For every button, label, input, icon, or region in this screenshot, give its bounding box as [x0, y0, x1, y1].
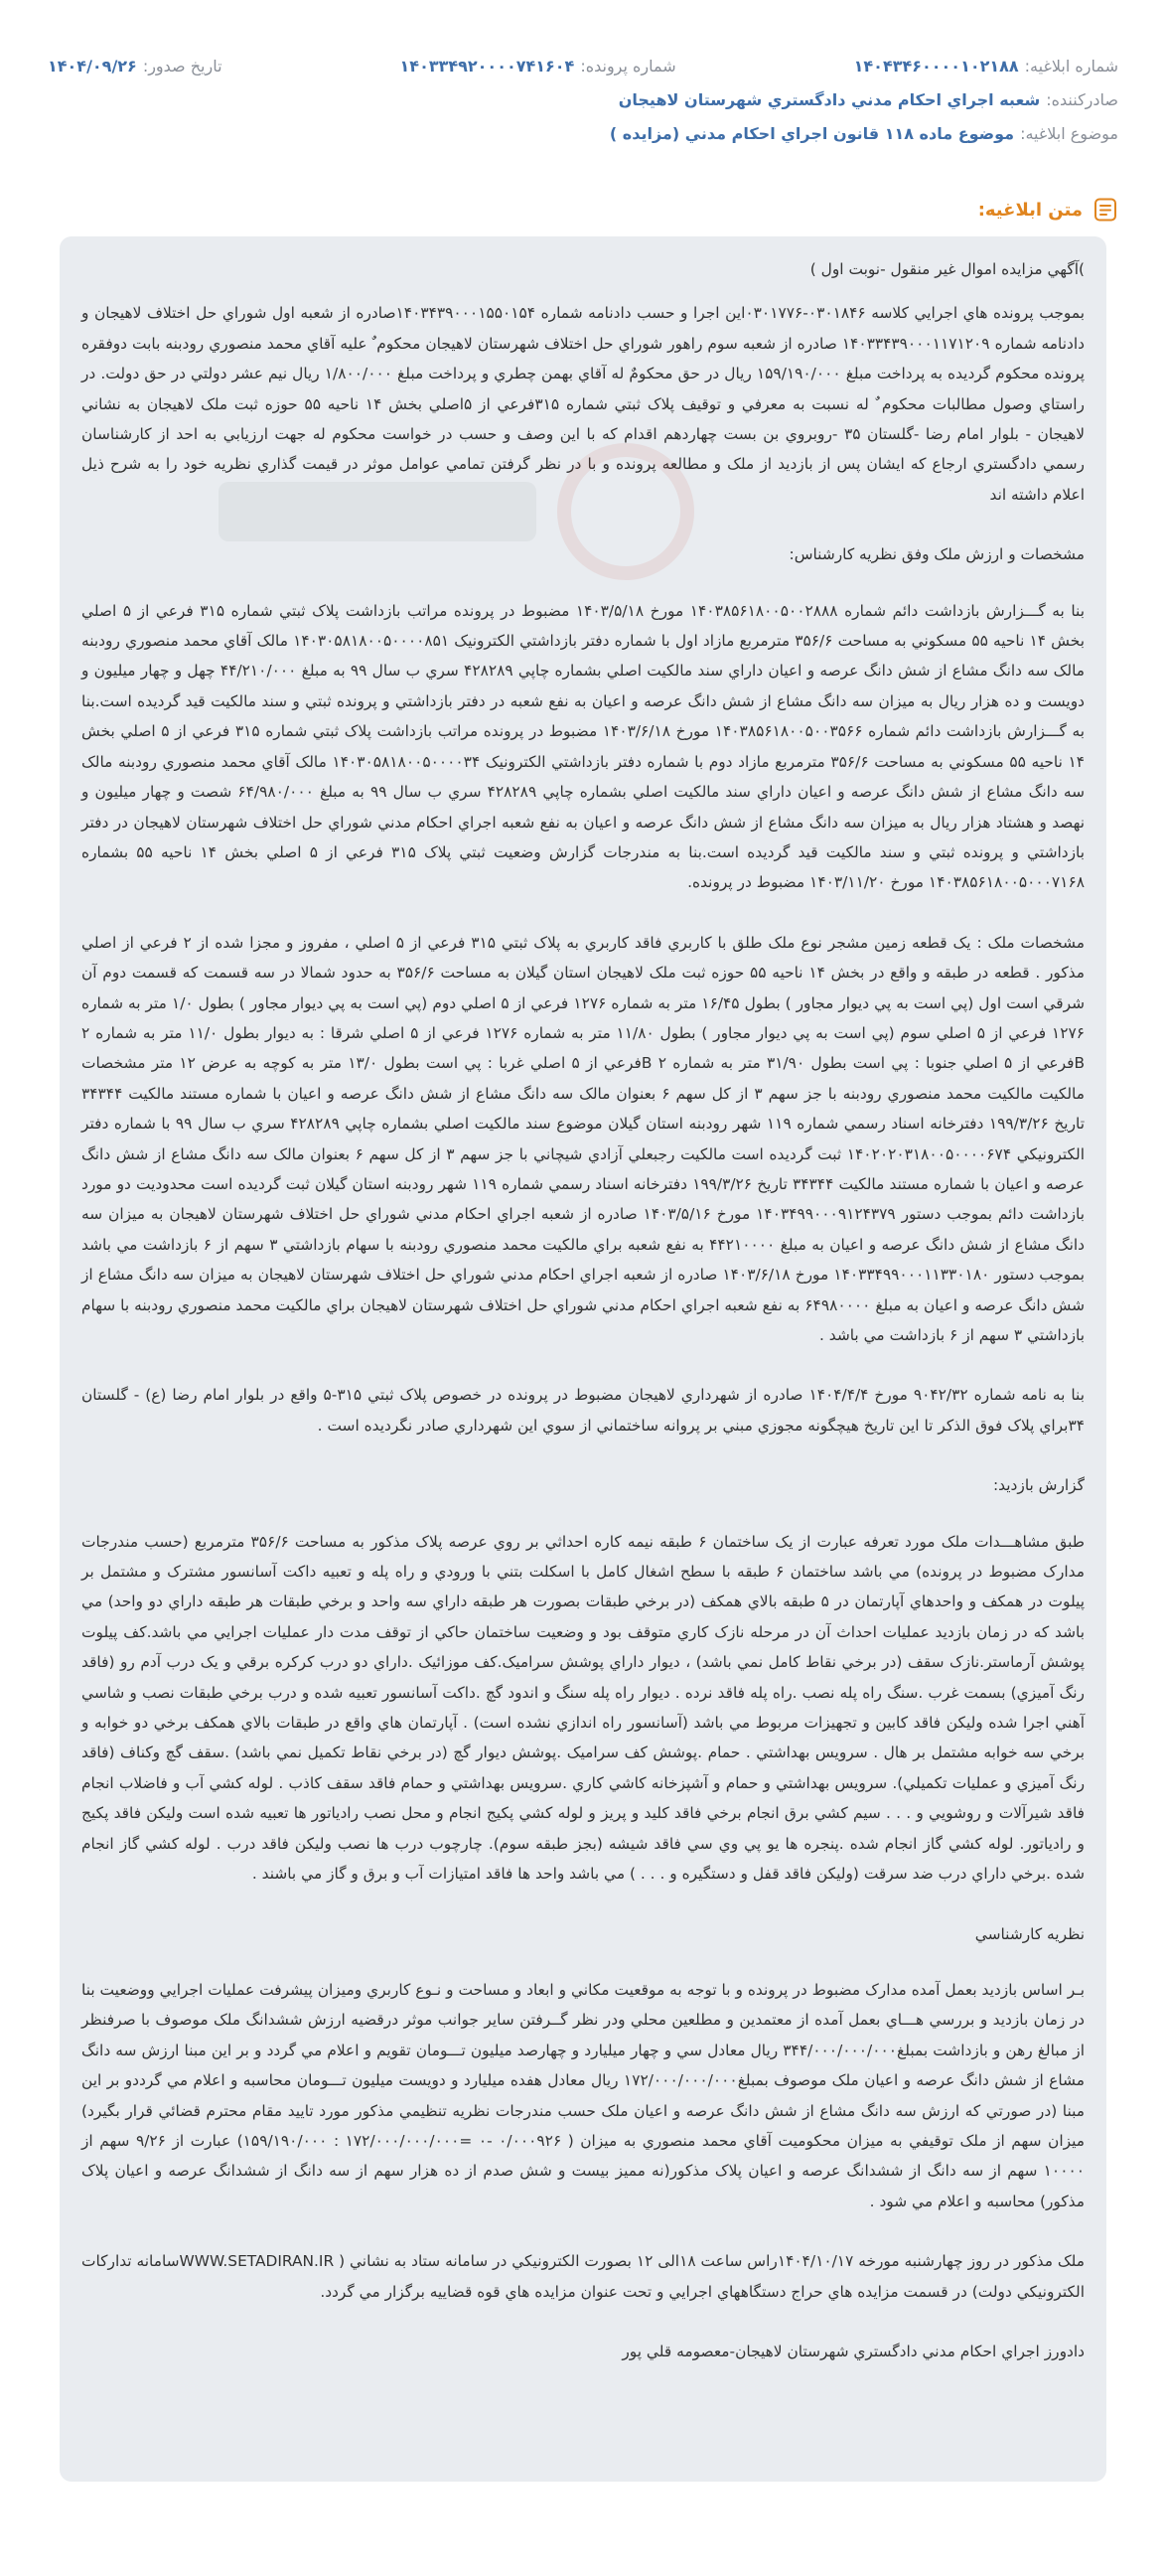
section-heading: [978, 197, 1118, 223]
case-number-label: شماره پرونده:: [580, 57, 676, 76]
paragraph-auction-date: ملک مذکور در روز چهارشنبه مورخه ۱۴۰۴/۱۰/۱۷راس ساعت ۱۸الی ۱۲ بصورت الکترونيکي در سامانه ستاد به نشاني ( WWW.SETADIRAN.IRسامانه تدارکات الکترونيکي دولت) در قسمت مزايده هاي حراج دستگاههاي اجرايي و تحت عنوان مزايده هاي قوه قضاييه برگزار مي گردد.: [81, 2252, 1086, 2301]
notice-number-label: شماره ابلاغیه:: [1024, 57, 1118, 76]
issue-date-field: [48, 50, 222, 83]
paragraph-seizure-report: بنا به گـــزارش بازداشت دائم شماره ۱۴۰۳۸۵۶۱۸۰۰۵۰۰۲۸۸۸ مورخ ۱۴۰۳/۵/۱۸ مضبوط در پرونده مراتب بازداشت پلاک ثبتي شماره ۳۱۵ فرعي از ۵ اصلي بخش ۱۴ ناحيه ۵۵ مسکوني به مساحت ۳۵۶/۶ مترمربع مازاد اول با شماره دفتر بازداشتي الکترونيک ۱۴۰۳۰۵۸۱۸۰۰۵۰۰۰۰۸۵۱ مالک آقاي محمد منصوري رودبنه مالک سه دانگ مشاع از شش دانگ عرصه و اعيان داراي سند مالکيت اصلي بشماره چاپي ۴۲۸۲۸۹ سري ب سال ۹۹ به مبلغ ۴۴/۲۱۰/۰۰۰ چهل و چهار ميليون و دويست و ده هزار ريال به ميزان سه دانگ مشاع از شش دانگ عرصه و اعيان به نفع شعبه در دفتر بازداشتي و پرونده ثبتي و سند مالکيت قيد گرديده است.بنا به گـــزارش بازداشت دائم شماره ۱۴۰۳۸۵۶۱۸۰۰۵۰۰۳۵۶۶ مورخ ۱۴۰۳/۶/۱۸ مضبوط در پرونده مراتب بازداشت پلاک ثبتي شماره ۳۱۵ فرعي از ۵ اصلي بخش ۱۴ ناحيه ۵۵ مسکوني به مساحت ۳۵۶/۶ مترمربع مازاد دوم با شماره دفتر بازداشتي الکترونيک ۱۴۰۳۰۵۸۱۸۰۰۵۰۰۰۰۳۴ مالک آقاي محمد منصوري رودبنه مالک سه دانگ مشاع از شش دانگ عرصه و اعيان داراي سند مالکيت اصلي بشماره چاپي ۴۲۸۲۸۹ سري ب سال ۹۹ به مبلغ ۶۴/۹۸۰/۰۰۰ شصت و چهار ميليون و نهصد و هشتاد هزار ريال به ميزان سه دانگ مشاع از شش دانگ عرصه و اعيان به نفع شعبه اجراي احکام مدني شوراي حل اختلاف شهرستان لاهيجان در دفتر بازداشتي و پرونده ثبتي و سند مالکيت قيد گرديده است.بنا به مندرجات گزارش وضعيت ثبتي پلاک ۳۱۵ فرعي از ۵ اصلي بخش ۱۴ ناحيه ۵۵ بشماره ۱۴۰۳۸۵۶۱۸۰۰۵۰۰۰۷۱۶۸ مورخ ۱۴۰۳/۱۱/۲۰ مضبوط در پرونده.: [81, 601, 1086, 892]
subheading-expert-opinion: نظريه کارشناسي: [974, 1924, 1085, 1943]
paragraph-property-specs: مشخصات ملک : يک قطعه زمين مشجر نوع ملک طلق با کاربري فاقد کاربري به پلاک ثبتي ۳۱۵ فرعي از ۵ اصلي ، مفروز و مجزا شده از ۲ فرعي از اصلي مذکور . قطعه در طبقه و واقع در بخش ۱۴ ناحيه ۵۵ حوزه ثبت ملک لاهيجان استان گيلان به مساحت ۳۵۶/۶ به حدود شمالا در سه قسمت که قسمت دوم آن شرقي است اول (پي است به پي ديوار مجاور ) بطول ۱۶/۴۵ متر به شماره ۱۲۷۶ فرعي از ۵ اصلي دوم (پي است به پي ديوار مجاور ) بطول ۱/۰ متر به شماره ۱۲۷۶ فرعي از ۵ اصلي سوم (پي است به پي ديوار مجاور ) بطول ۱۱/۸۰ متر به شماره ۱۲۷۶ فرعي از ۵ اصلي شرقا : به ديوار بطول ۱۱/۰ متر به شماره ۲ Bفرعي از ۵ اصلي جنوبا : پي است بطول ۳۱/۹۰ متر به شماره ۲ Bفرعي از ۵ اصلي غربا : پي است بطول ۱۳/۰ متر به کوچه به عرض ۱۲ متر مشخصات مالکيت مالکيت محمد منصوري رودبنه با جز سهم ۳ از کل سهم ۶ بعنوان مالک سه دانگ مشاع از شش دانگ عرصه و اعيان با شماره مستند مالکيت ۳۴۳۴۴ تاريخ ۱۹۹/۳/۲۶ دفترخانه اسناد رسمي شماره ۱۱۹ شهر رودبنه استان گيلان موضوع سند مالکيت اصلي بشماره چاپي ۴۲۸۲۸۹ سري ب سال ۹۹ با شماره دفتر الکترونيکي ۱۴۰۲۰۲۰۳۱۸۰۰۵۰۰۰۰۶۷۴ ثبت گرديده است مالکيت رجبعلي آزادي شيچاني با جز سهم ۳ از کل سهم ۶ بعنوان مالک سه دانگ مشاع از شش دانگ عرصه و اعيان با شماره مستند مالکيت ۳۴۳۴۴ تاريخ ۱۹۹/۳/۲۶ دفترخانه اسناد رسمي شماره ۱۱۹ شهر رودبنه استان گيلان ثبت گرديده است محدوديت دو مورد بازداشت دائم بموجب دستور ۱۴۰۳۴۹۹۰۰۰۹۱۲۴۳۷۹ مورخ ۱۴۰۳/۵/۱۶ صادره از شعبه اجراي احکام مدني شوراي حل اختلاف شهرستان لاهيجان به ميزان سه دانگ مشاع از شش دانگ عرصه و اعيان به مبلغ ۴۴۲۱۰۰۰۰ به نفع شعبه براي مالکيت محمد منصوري رودبنه با سهام بازداشتي ۳ سهم از ۶ بازداشت مي باشد بموجب دستور ۱۴۰۳۳۴۹۹۰۰۰۱۱۳۳۰۱۸۰ مورخ ۱۴۰۳/۶/۱۸ صادره از شعبه اجراي احکام مدني شوراي حل اختلاف شهرستان لاهيجان به ميزان سه دانگ مشاع از شش دانگ عرصه و اعيان به مبلغ ۶۴۹۸۰۰۰۰ به نفع شعبه اجراي احکام مدني شوراي حل اختلاف شهرستان لاهيجان براي مالکيت محمد منصوري رودبنه با سهام بازداشتي ۳ سهم از ۶ بازداشت مي باشد .: [81, 933, 1085, 1344]
subheading-visit-report: گزارش بازديد:: [992, 1476, 1085, 1495]
meta-row-issuer: [48, 83, 1118, 117]
meta-row-ids: [48, 50, 1118, 83]
auction-title: )آگهي مزايده اموال غير منقول -نوبت اول ): [809, 260, 1085, 278]
document-icon: [1093, 197, 1118, 223]
paragraph-case-summary: بموجب پرونده هاي اجرايي کلاسه ۰۳۰۱۸۴۶-۰۳۰۱۷۷۶اين اجرا و حسب دادنامه شماره ۱۴۰۳۴۳۹۰۰۰۱۵۵۰۱۵۴صادره از شعبه اول شوراي حل اختلاف لاهيجان و دادنامه شماره ۱۴۰۳۳۴۳۹۰۰۰۱۱۷۱۲۰۹ صادره از شعبه سوم راهور شوراي حل اختلاف شهرستان لاهيجان محکوم ٌ عليه آقاي محمد منصوري رودبنه بابت دوفقره پرونده محکوم گرديده به پرداخت مبلغ ۱۵۹/۱۹۰/۰۰۰ ريال در حق محکومٌ له آقاي بهمن چطري و پرداخت مبلغ ۱/۸۰۰/۰۰۰ ريال نيم عشر دولتي در حق دولت. در راستاي وصول مطالبات محکوم ٌ له نسبت به معرفي و توقيف پلاک ثبتي شماره ۳۱۵فرعي از ۵اصلي بخش ۱۴ ناحيه ۵۵ حوزه ثبت ملک لاهيجان به نشاني لاهيجان - بلوار امام رضا -گلستان ۳۵ -روبروي بن بست چهاردهم اقدام که با اين وصف و حسب در خواست محکوم له جهت ارزيابي به احد از کارشناسان رسمي دادگستري ارجاع که ايشان پس از بازديد از ملک و مطالعه پرونده و با در نظر گرفتن تمامي عوامل موثر در قيمت گذاري نظريه خود را به شرح ذيل اعلام داشته اند: [81, 304, 1086, 504]
paragraph-visit-report: طبق مشاهـــدات ملک مورد تعرفه عبارت از يک ساختمان ۶ طبقه نيمه کاره احداثي بر روي عرصه پلاک مذکور به مساحت ۳۵۶/۶ مترمربع (حسب مندرجات مدارک مضبوط در پرونده) مي باشد ساختمان ۶ طبقه با سطح اشغال کامل با اسکلت بتني با ورودي و راه پله و تعبيه داکت آسانسور مشترک و مشتمل بر پيلوت در همکف و واحدهاي آپارتمان در ۵ طبقه بالاي همکف (در برخي طبقات بصورت هر طبقه داراي سه واحد و برخي طبقات هر طبقه داراي دو واحد) مي باشد که در زمان بازديد عمليات احداث آن در مرحله نازک کاري متوقف بود و وضعيت ساختمان حاکي از توقف مدت دار عمليات اجرايي مي باشد.کف پيلوت پوشش آرماستر.نازک سقف (در برخي نقاط کامل نمي باشد) ، ديوار داراي پوشش سراميک.کف موزائيک .داراي دو درب کرکره برقي و يک درب آدم رو (فاقد رنگ آميزي) بسمت غرب .سنگ راه پله نصب .راه پله فاقد نرده . ديوار راه پله سنگ و اندود گچ .داکت آسانسور تعبيه شده و درب برخي طبقات نصب و شاسي آهني اجرا شده وليکن فاقد کابين و تجهيزات مربوط مي باشد (آسانسور راه اندازي نشده است) . آپارتمان هاي واقع در طبقات بالاي همکف برخي دو خوابه و برخي سه خوابه مشتمل بر هال . سرويس بهداشتي . حمام .پوشش کف سراميک .پوشش ديوار گچ (در برخي نقاط تکميل نمي باشد) .سقف گچ وکناف (فاقد رنگ آميزي و عمليات تکميلي). سرويس بهداشتي و حمام و آشپزخانه کاشي کاري .سرويس بهداشتي و حمام فاقد سقف کاذب . لوله کشي آب و فاضلاب انجام فاقد شيرآلات و روشويي و . . . سيم کشي برق انجام برخي فاقد کليد و پريز و لوله کشي پکيج انجام و محل نصب رادياتور ها تعبيه شده است وليکن فاقد پکيج و رادياتور. لوله کشي گاز انجام شده .پنجره ها يو پي وي سي فاقد شيشه (بجز طبقه سوم). چارچوب درب ها نصب وليکن فاقد درب . لوله کشي گاز انجام شده .برخي داراي درب ضد سرقت (وليکن فاقد قفل و دستگيره و . . . ) مي باشد واحد ها فاقد امتيازات آب و برق و گاز مي باشند .: [81, 1532, 1085, 1884]
paragraph-expert-opinion: بـر اساس بازديد بعمل آمده مدارک مضبوط در پرونده و با توجه به موقعيت مکاني و ابعاد و مساحت و نـوع کاربري وميزان پيشرفت عمليات اجرايي ووضعيت بنا در زمان بازديد و بررسي هـــاي بعمل آمده از معتمدين و مطلعين محلي ودر نظر گــرفتن ساير جوانب موثر درقضيه ارزش ششدانگ ملک موصوف با صرفنظر از مبالغ رهن و بازداشت بمبلغ۳۴۴/۰۰۰/۰۰۰/۰۰۰ ريال معادل سي و چهار ميليارد و چهارصد ميليون تـــومان تقويم و اعلام مي گردد و بر اين مبنا ارزش سه دانگ مشاع از شش دانگ عرصه و اعيان ملک موصوف بمبلغ۱۷۲/۰۰۰/۰۰۰/۰۰۰ ريال معادل هفده ميليارد و دويست ميليون تـــومان محاسبه و اعلام مي گرددو بر اين مبنا (در صورتي که ارزش سه دانگ مشاع از شش دانگ عرصه و اعيان ملک حسب مندرجات نظريه تنظيمي مذکور مورد تاييد مقام محترم قضائي قرار بگيرد) ميزان سهم از ملک توقيفي به ميزان محکوميت آقاي محمد منصوري به ميزان ( ۰/۰۰۰۹۲۶ -۰ =۱۷۲/۰۰۰/۰۰۰/۰۰۰ : ۱۵۹/۱۹۰/۰۰۰) عبارت از ۹/۲۶ سهم از ۱۰۰۰۰ سهم از سه دانگ از ششدانگ عرصه و اعيان پلاک مذکور(نه مميز بيست و شش صدم از ده هزار سهم از سه دانگ از ششدانگ عرصه و اعيان پلاک مذکور) محاسبه و اعلام مي شود .: [81, 1980, 1085, 2210]
subject-label: موضوع ابلاغیه:: [1020, 124, 1118, 143]
meta-row-subject: [48, 117, 1118, 151]
issue-date-label: تاریخ صدور:: [142, 57, 222, 76]
notice-number: ۱۴۰۴۳۴۶۰۰۰۰۱۰۲۱۸۸: [853, 57, 1019, 76]
section-title: متن ابلاغیه:: [977, 199, 1083, 221]
issuer: شعبه اجراي احکام مدني دادگستري شهرستان لاهيجان: [618, 90, 1041, 109]
notice-meta: [48, 50, 1118, 151]
notice-number-field: [854, 50, 1118, 83]
issue-date: ۱۴۰۴/۰۹/۲۶: [48, 57, 137, 76]
subheading-property-value: مشخصات و ارزش ملک وفق نظريه کارشناس:: [789, 545, 1085, 564]
case-number-field: [400, 50, 676, 83]
notice-body: [60, 236, 1106, 2482]
signature-line: دادورز اجراي احکام مدني دادگستري شهرستان لاهيجان-معصومه قلي پور: [622, 2342, 1085, 2360]
issuer-label: صادرکننده:: [1046, 90, 1118, 109]
case-number: ۱۴۰۳۳۴۹۲۰۰۰۰۷۴۱۶۰۴: [399, 57, 575, 76]
paragraph-municipality-letter: بنا به نامه شماره ۹۰۴۲/۳۲ مورخ ۱۴۰۴/۴/۴ صادره از شهرداري لاهيجان مضبوط در پرونده در خصوص پلاک ثبتي ۳۱۵-۵ واقع در بلوار امام رضا (ع) - گلستان ۳۴براي پلاک فوق الذکر تا اين تاريخ هيچگونه مجوزي مبني بر پروانه ساختماني از سوي اين شهرداري صادر نگرديده است .: [81, 1386, 1085, 1435]
subject: موضوع ماده ۱۱۸ قانون اجراي احکام مدني (مزايده ): [609, 124, 1015, 143]
